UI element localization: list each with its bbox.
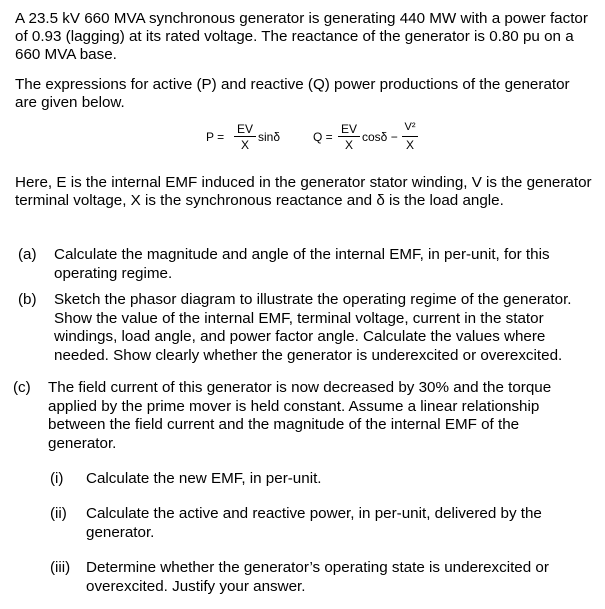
subquestion-text — [86, 505, 542, 542]
p-fraction — [234, 122, 256, 152]
subquestion-text — [86, 559, 549, 596]
subquestion-text — [86, 470, 322, 489]
q-numerator-1: EV — [340, 122, 357, 136]
question-line: The field current of this generator is now decreased by 30% and the torque — [48, 379, 552, 396]
q-equation-lhs: Q = — [313, 130, 333, 144]
subquestion-label: (iii) — [50, 559, 71, 576]
intro-line: A 23.5 kV 660 MVA synchronous generator is generating 440 MW with a power factor — [15, 10, 588, 27]
question-line: Calculate the magnitude and angle of the internal EMF, in per-unit, for this — [54, 246, 550, 263]
subquestion-line: Calculate the new EMF, in per-unit. — [86, 470, 322, 487]
question-line: generator. — [48, 434, 117, 452]
definitions-paragraph — [15, 174, 605, 210]
q-denominator-1: X — [344, 138, 353, 152]
p-denominator: X — [240, 138, 249, 152]
expressions-intro-paragraph — [15, 76, 605, 112]
subquestion-line: Determine whether the generator’s operating state is underexcited or — [86, 559, 549, 576]
p-fraction-bar — [234, 136, 256, 137]
intro-paragraph — [15, 10, 605, 64]
p-numerator: EV — [236, 122, 253, 136]
q-numerator-2: V² — [404, 121, 416, 133]
question-label: (a) — [18, 246, 37, 263]
question-line: Sketch the phasor diagram to illustrate the operating regime of the generator. — [54, 291, 572, 308]
q-fraction-bar-1 — [338, 136, 360, 137]
q-fraction-bar-2 — [402, 136, 418, 137]
intro-line: of 0.93 (lagging) at its rated voltage. The reactance of the generator is 0.80 pu on a — [15, 28, 574, 45]
expressions-intro-line: The expressions for active (P) and reactive (Q) power productions of the generator — [15, 76, 570, 93]
q-denominator-2: X — [405, 138, 414, 152]
subquestion-line: overexcited. Justify your answer. — [86, 577, 306, 595]
question-label: (c) — [13, 379, 31, 396]
question-text — [54, 246, 550, 283]
question-line: between the field current and the magnitude of the internal EMF of the — [48, 416, 520, 433]
q-fraction-1 — [338, 122, 360, 152]
definitions-line: terminal voltage, X is the synchronous reactance and δ is the load angle. — [15, 192, 504, 209]
question-line: operating regime. — [54, 264, 173, 282]
question-line: Show the value of the internal EMF, terminal voltage, current in the stator — [54, 309, 544, 327]
definitions-line: Here, E is the internal EMF induced in the generator stator winding, V is the generator — [15, 174, 592, 191]
question-line: windings, load angle, and power factor angle. Calculate the values where — [54, 328, 546, 345]
intro-line: 660 MVA base. — [15, 46, 117, 63]
question-text — [54, 291, 572, 365]
subquestion-label: (i) — [50, 470, 64, 487]
subquestion-label: (ii) — [50, 505, 67, 522]
question-line: needed. Show clearly whether the generator is underexcited or overexcited. — [54, 346, 563, 364]
question-label: (b) — [18, 291, 37, 308]
question-line: applied by the prime mover is held constant. Assume a linear relationship — [48, 397, 540, 415]
p-equation-function: sinδ — [258, 130, 281, 144]
p-equation-lhs: P = — [206, 130, 225, 144]
question-text — [48, 379, 551, 453]
subquestion-line: generator. — [86, 523, 155, 541]
q-equation-function: cosδ − — [362, 130, 398, 144]
expressions-intro-line: are given below. — [15, 94, 125, 111]
q-fraction-2 — [402, 121, 418, 152]
subquestion-line: Calculate the active and reactive power, in per-unit, delivered by the — [86, 505, 542, 522]
